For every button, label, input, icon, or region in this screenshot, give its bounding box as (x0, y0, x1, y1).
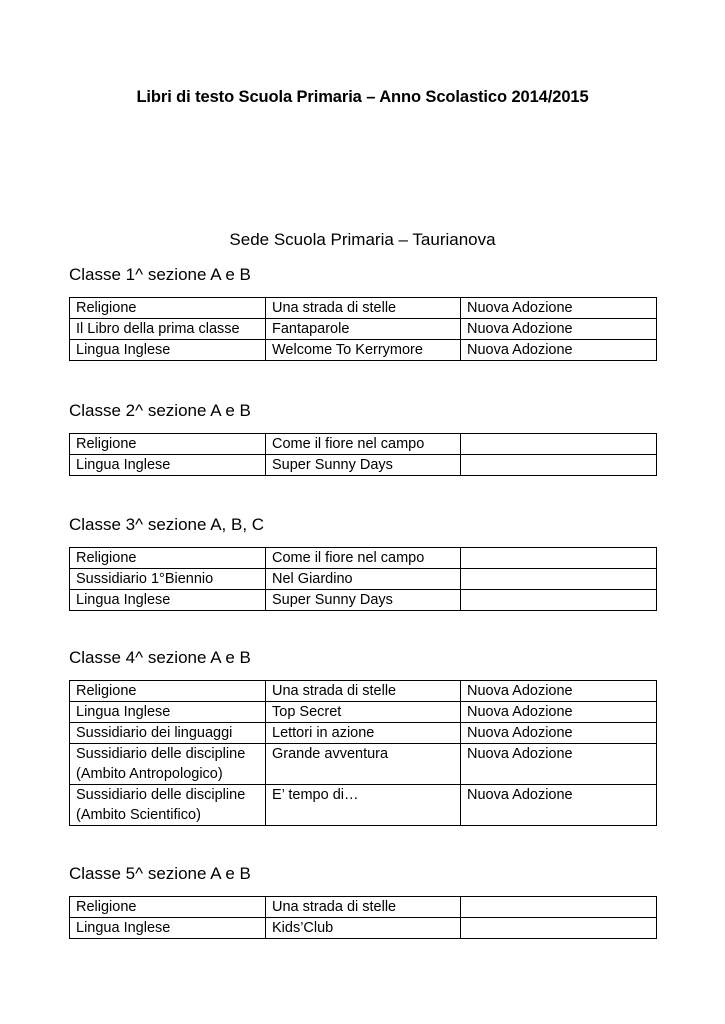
table-cell: Sussidiario dei linguaggi (70, 723, 266, 744)
table-cell: Religione (70, 681, 266, 702)
table-cell: Kids’Club (266, 918, 461, 939)
table-cell: Fantaparole (266, 319, 461, 340)
table-cell: Lingua Inglese (70, 455, 266, 476)
section-heading: Classe 1^ sezione A e B (69, 265, 251, 284)
table-row (70, 785, 657, 826)
table-cell: Nuova Adozione (461, 744, 657, 785)
table-cell (461, 434, 657, 455)
document-title: Libri di testo Scuola Primaria – Anno Scolastico 2014/2015 (136, 88, 589, 106)
table-row (70, 455, 657, 476)
table-row (70, 723, 657, 744)
table-cell: Lettori in azione (266, 723, 461, 744)
table-cell: Lingua Inglese (70, 590, 266, 611)
table-cell: Religione (70, 548, 266, 569)
section-classe-3 (69, 514, 656, 611)
table-cell: Lingua Inglese (70, 918, 266, 939)
table-cell: Nuova Adozione (461, 681, 657, 702)
table-cell: Super Sunny Days (266, 590, 461, 611)
table-cell: Sussidiario delle discipline (Ambito Antropologico) (70, 744, 266, 785)
table-cell (461, 569, 657, 590)
document-subtitle: Sede Scuola Primaria – Taurianova (229, 230, 496, 249)
table-row (70, 681, 657, 702)
table-cell (461, 918, 657, 939)
table-cell: Una strada di stelle (266, 681, 461, 702)
table-row (70, 590, 657, 611)
books-table (69, 680, 657, 826)
books-table (69, 547, 657, 611)
table-cell: Il Libro della prima classe (70, 319, 266, 340)
table-cell: Sussidiario 1°Biennio (70, 569, 266, 590)
section-heading: Classe 3^ sezione A, B, C (69, 515, 265, 534)
table-cell (461, 455, 657, 476)
table-cell: Grande avventura (266, 744, 461, 785)
section-classe-5 (69, 863, 656, 939)
table-cell: Lingua Inglese (70, 340, 266, 361)
table-cell: Nuova Adozione (461, 723, 657, 744)
books-table (69, 297, 657, 361)
table-row (70, 298, 657, 319)
table-row (70, 548, 657, 569)
table-cell: Una strada di stelle (266, 298, 461, 319)
books-table (69, 433, 657, 476)
section-classe-2 (69, 400, 656, 476)
table-cell: Nuova Adozione (461, 702, 657, 723)
table-cell: E’ tempo di… (266, 785, 461, 826)
section-classe-1 (69, 264, 656, 361)
table-row (70, 744, 657, 785)
table-cell (461, 897, 657, 918)
section-classe-4 (69, 647, 656, 826)
table-cell: Nuova Adozione (461, 340, 657, 361)
table-cell: Religione (70, 897, 266, 918)
table-row (70, 897, 657, 918)
table-row (70, 702, 657, 723)
table-cell: Religione (70, 298, 266, 319)
table-cell: Nuova Adozione (461, 298, 657, 319)
table-cell: Come il fiore nel campo (266, 548, 461, 569)
table-cell: Nel Giardino (266, 569, 461, 590)
section-heading: Classe 2^ sezione A e B (69, 401, 251, 420)
table-cell: Welcome To Kerrymore (266, 340, 461, 361)
table-cell: Nuova Adozione (461, 319, 657, 340)
table-cell: Sussidiario delle discipline (Ambito Scientifico) (70, 785, 266, 826)
books-table (69, 896, 657, 939)
table-cell: Nuova Adozione (461, 785, 657, 826)
table-row (70, 340, 657, 361)
table-cell (461, 590, 657, 611)
section-heading: Classe 4^ sezione A e B (69, 648, 251, 667)
table-row (70, 434, 657, 455)
table-cell: Una strada di stelle (266, 897, 461, 918)
table-row (70, 569, 657, 590)
table-row (70, 319, 657, 340)
table-cell: Top Secret (266, 702, 461, 723)
table-cell: Come il fiore nel campo (266, 434, 461, 455)
table-cell (461, 548, 657, 569)
table-cell: Religione (70, 434, 266, 455)
table-row (70, 918, 657, 939)
table-cell: Super Sunny Days (266, 455, 461, 476)
table-cell: Lingua Inglese (70, 702, 266, 723)
section-heading: Classe 5^ sezione A e B (69, 864, 251, 883)
